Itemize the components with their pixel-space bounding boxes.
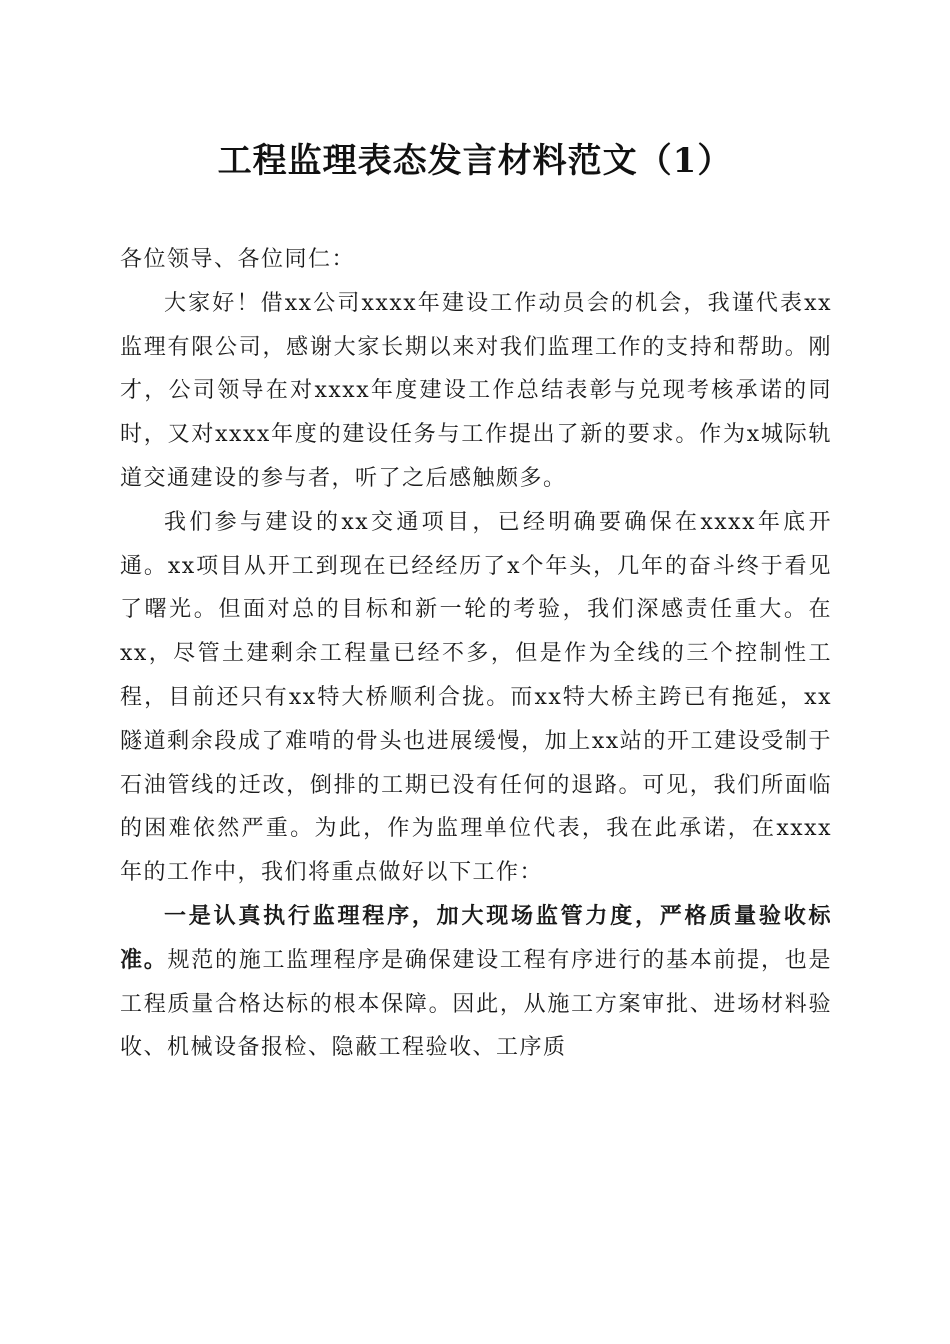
point-1-heading: 一是认真执行监理程序，加大现场监管力度，严格质量验收标准。 xyxy=(120,902,832,973)
paragraph-1: 大家好！借xx公司xxxx年建设工作动员会的机会，我谨代表xx监理有限公司，感谢大家长期以来对我们监理工作的支持和帮助。刚才，公司领导在对xxxx年度建设工作总结表彰与兑现考核承诺的同时，又对xxxx年度的建设任务与工作提出了新的要求。作为x城际轨道交通建设的参与者，听了之后感触颇多。 xyxy=(120,290,832,491)
salutation: 各位领导、各位同仁： xyxy=(120,247,356,272)
document-body xyxy=(120,238,832,1070)
document-title: 工程监理表态发言材料范文（1） xyxy=(217,141,733,181)
paragraph-2: 我们参与建设的xx交通项目，已经明确要确保在xxxx年底开通。xx项目从开工到现在已经经历了x个年头，几年的奋斗终于看见了曙光。但面对总的目标和新一轮的考验，我们深感责任重大。在xx，尽管土建剩余工程量已经不多，但是作为全线的三个控制性工程，目前还只有xx特大桥顺利合拢。而xx特大桥主跨已有拖延，xx隧道剩余段成了难啃的骨头也进展缓慢，加上xx站的开工建设受制于石油管线的迁改，倒排的工期已没有任何的退路。可见，我们所面临的困难依然严重。为此，作为监理单位代表，我在此承诺，在xxxx年的工作中，我们将重点做好以下工作： xyxy=(120,509,832,886)
paragraph-3 xyxy=(120,895,832,1070)
point-1-text: 规范的施工监理程序是确保建设工程有序进行的基本前提，也是工程质量合格达标的根本保障。因此，从施工方案审批、进场材料验收、机械设备报检、隐蔽工程验收、工序质 xyxy=(120,947,832,1061)
